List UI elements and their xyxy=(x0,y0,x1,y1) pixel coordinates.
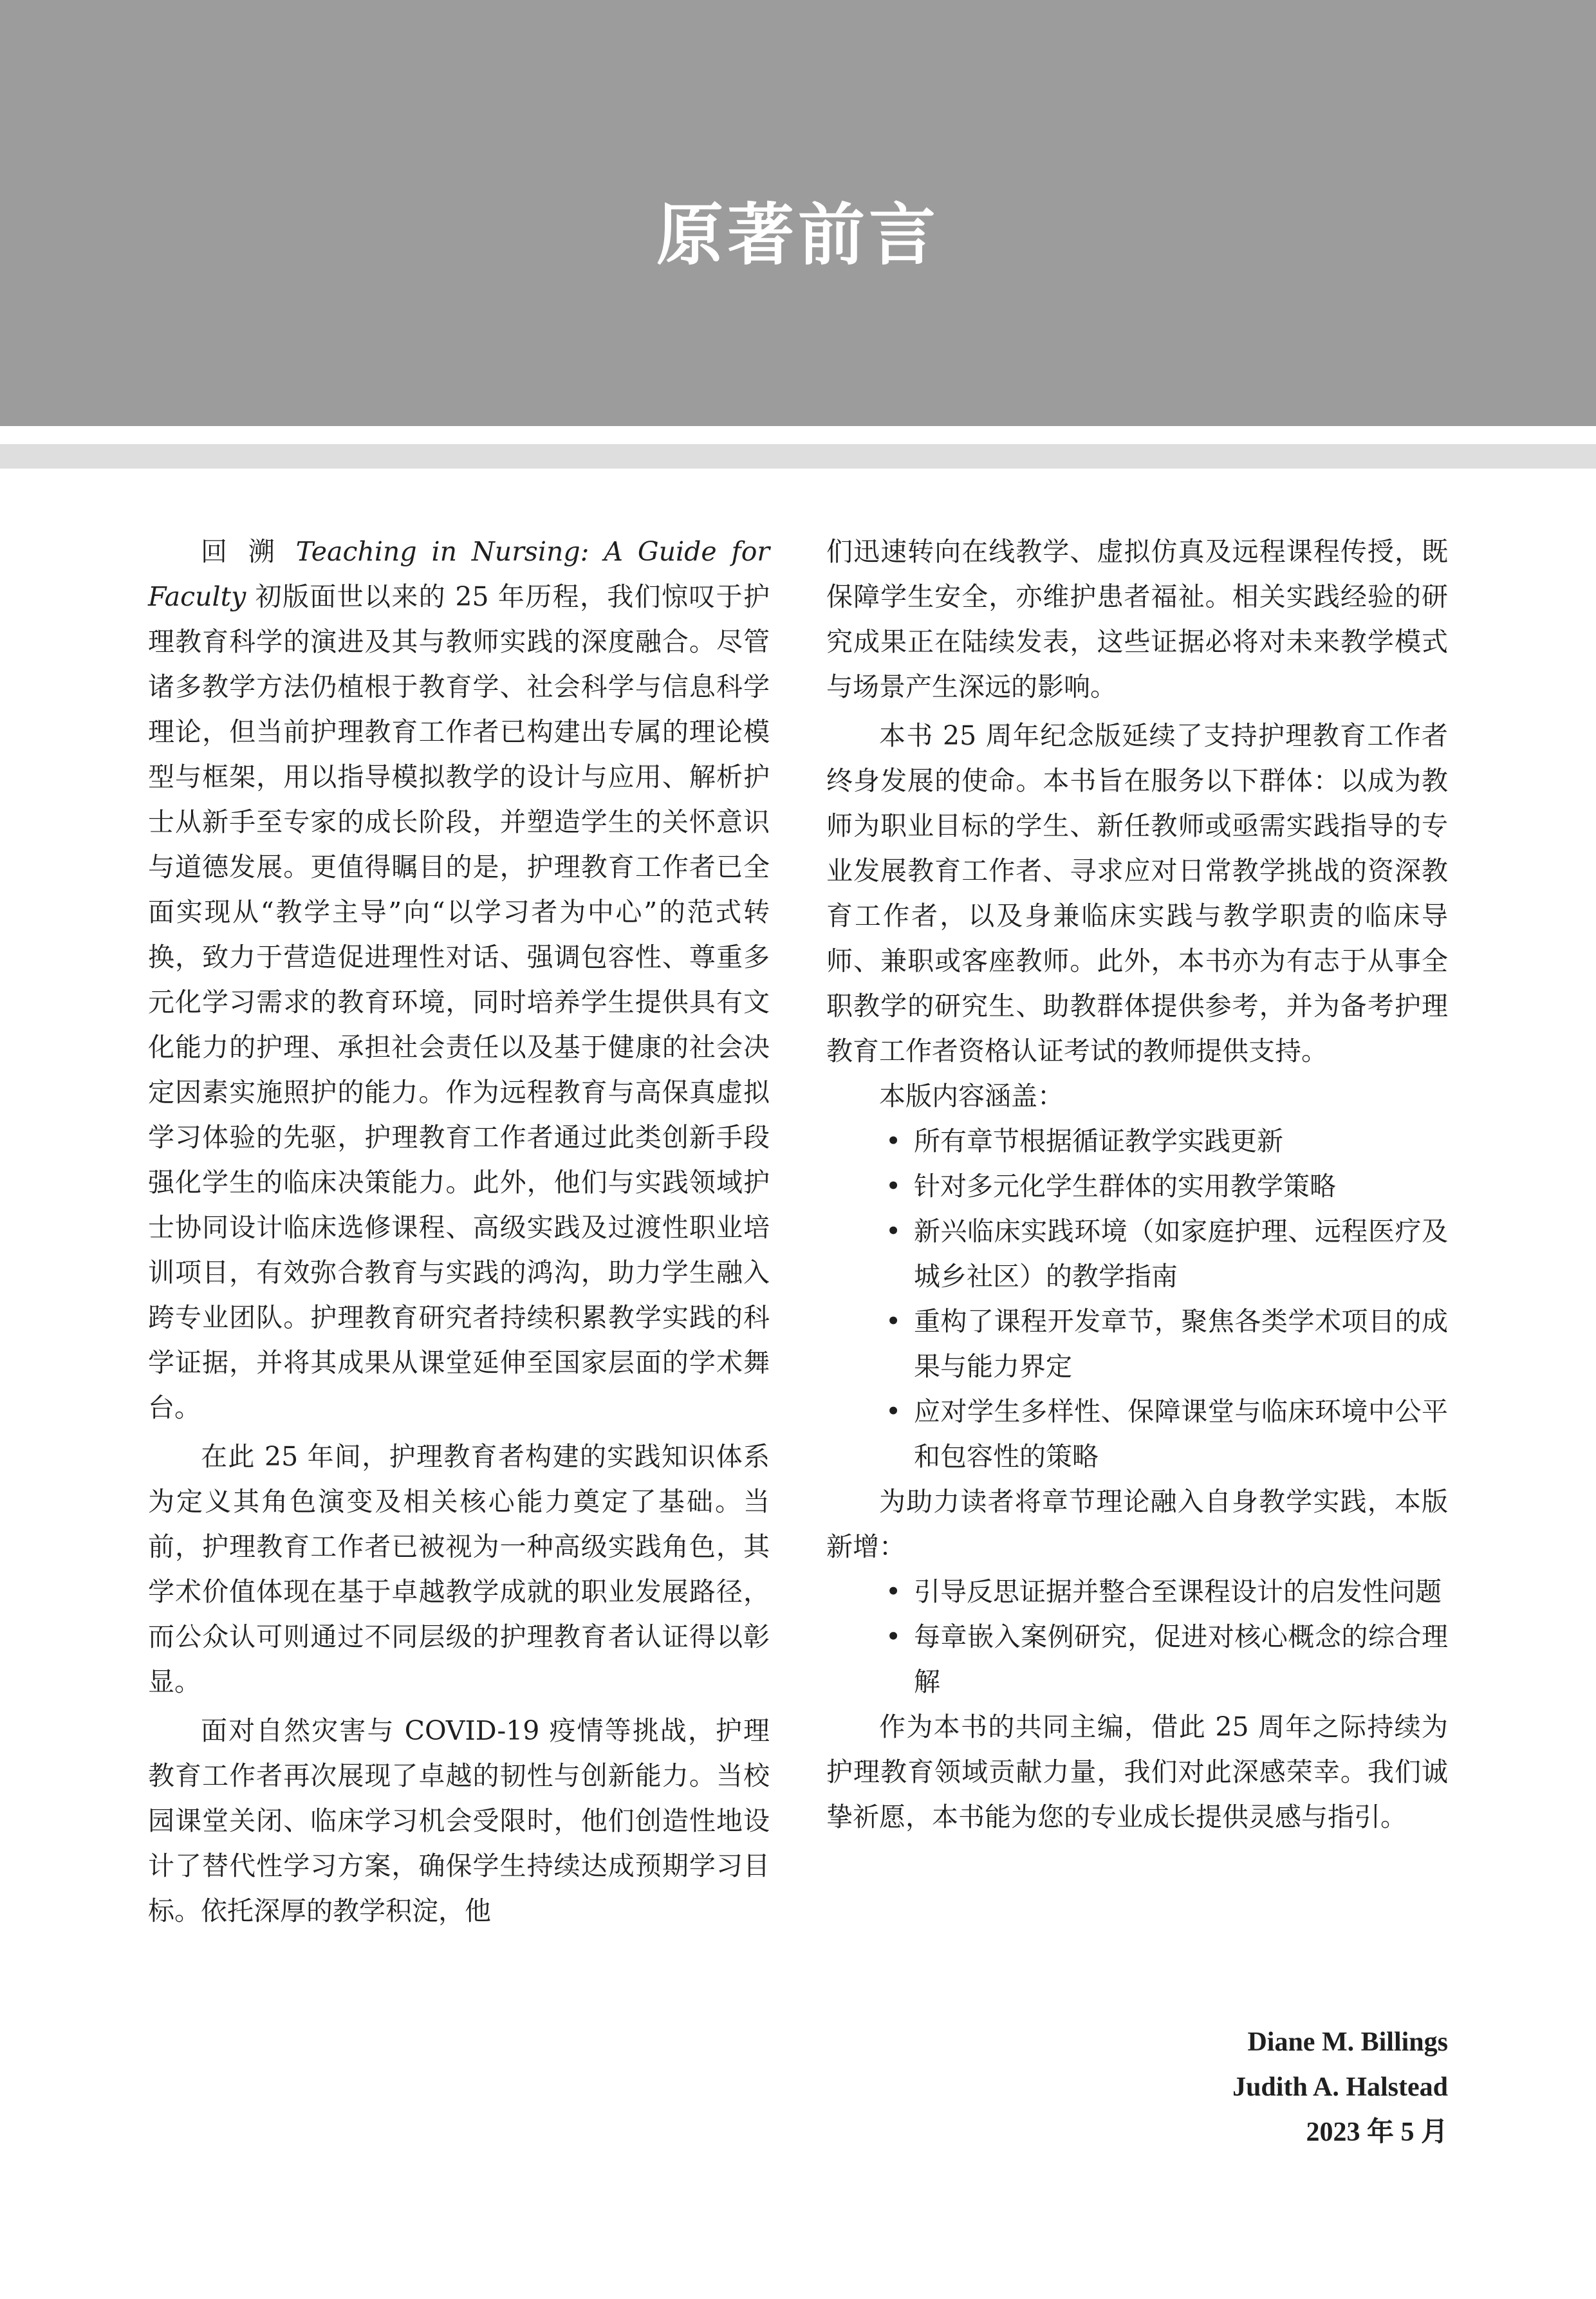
header-band xyxy=(0,0,1596,426)
paragraph-3-continued: 们迅速转向在线教学、虚拟仿真及远程课程传授，既保障学生安全，亦维护患者福祉。相关实践经验的研究成果正在陆续发表，这些证据必将对未来教学模式与场景产生深远的影响。 xyxy=(826,536,1448,702)
list-item: • 每章嵌入案例研究，促进对核心概念的综合理解 xyxy=(826,1614,1448,1704)
paragraph-2: 在此 25 年间，护理教育者构建的实践知识体系为定义其角色演变及相关核心能力奠定了基础。当前，护理教育工作者已被视为一种高级实践角色，其学术价值体现在基于卓越教学成就的职业发展路径，而公众认可则通过不同层级的护理教育者认证得以彰显。 xyxy=(148,1441,770,1697)
list-item: • 所有章节根据循证教学实践更新 xyxy=(826,1119,1448,1164)
paragraph-1-body: 初版面世以来的 25 年历程，我们惊叹于护理教育科学的演进及其与教师实践的深度融合。尽管诸多教学方法仍植根于教育学、社会科学与信息科学理论，但当前护理教育工作者已构建出专属的理论模型与框架，用以指导模拟教学的设计与应用、解析护士从新手至专家的成长阶段，并塑造学生的关怀意识与道德发展。更值得瞩目的是，护理教育工作者已全面实现从“教学主导”向“以学习者为中心”的范式转换，致力于营造促进理性对话、强调包容性、尊重多元化学习需求的教育环境，同时培养学生提供具有文化能力的护理、承担社会责任以及基于健康的社会决定因素实施照护的能力。作为远程教育与高保真虚拟学习体验的先驱，护理教育工作者通过此类创新手段强化学生的临床决策能力。此外，他们与实践领域护士协同设计临床选修课程、高级实践及过渡性职业培训项目，有效弥合教育与实践的鸿沟，助力学生融入跨专业团队。护理教育研究者持续积累教学实践的科学证据，并将其成果从课堂延伸至国家层面的学术舞台。 xyxy=(148,581,770,1423)
list-item: • 新兴临床实践环境（如家庭护理、远程医疗及城乡社区）的教学指南 xyxy=(826,1209,1448,1299)
list-item: • 引导反思证据并整合至课程设计的启发性问题 xyxy=(826,1569,1448,1614)
right-column xyxy=(826,529,1448,1839)
paragraph-5: 本版内容涵盖： xyxy=(879,1081,1064,1112)
list-item: • 针对多元化学生群体的实用教学策略 xyxy=(826,1164,1448,1209)
book-title: Teaching in Nursing: A Guide for Faculty xyxy=(148,536,770,612)
content-coverage-list xyxy=(826,1119,1448,1479)
signature-block xyxy=(1232,2020,1448,2155)
paragraph-1 xyxy=(148,529,770,1430)
page-title: 原著前言 xyxy=(656,196,940,274)
left-column xyxy=(148,529,770,1933)
paragraph-7: 作为本书的共同主编，借此 25 周年之际持续为护理教育领域贡献力量，我们对此深感荣幸。我们诚挚祈愿，本书能为您的专业成长提供灵感与指引。 xyxy=(826,1711,1448,1832)
list-item: • 应对学生多样性、保障课堂与临床环境中公平和包容性的策略 xyxy=(826,1389,1448,1479)
paragraph-6: 为助力读者将章节理论融入自身教学实践，本版新增： xyxy=(826,1486,1448,1562)
list-item: • 重构了课程开发章节，聚焦各类学术项目的成果与能力界定 xyxy=(826,1299,1448,1389)
paragraph-3: 面对自然灾害与 COVID-19 疫情等挑战，护理教育工作者再次展现了卓越的韧性与创新能力。当校园课堂关闭、临床学习机会受限时，他们创造性地设计了替代性学习方案，确保学生持续达成预期学习目标。依托深厚的教学积淀，他 xyxy=(148,1715,770,1926)
signature-date: 2023 年 5 月 xyxy=(1306,2118,1448,2147)
header-divider xyxy=(0,444,1596,469)
new-additions-list xyxy=(826,1569,1448,1704)
paragraph-4: 本书 25 周年纪念版延续了支持护理教育工作者终身发展的使命。本书旨在服务以下群体：以成为教师为职业目标的学生、新任教师或亟需实践指导的专业发展教育工作者、寻求应对日常教学挑战的资深教育工作者，以及身兼临床实践与教学职责的临床导师、兼职或客座教师。此外，本书亦为有志于从事全职教学的研究生、助教群体提供参考，并为备考护理教育工作者资格认证考试的教师提供支持。 xyxy=(826,720,1448,1066)
author-name: Diane M. Billings xyxy=(1247,2027,1448,2057)
paragraph-1-prefix: 回 溯 xyxy=(201,536,296,567)
author-name: Judith A. Halstead xyxy=(1232,2072,1448,2102)
